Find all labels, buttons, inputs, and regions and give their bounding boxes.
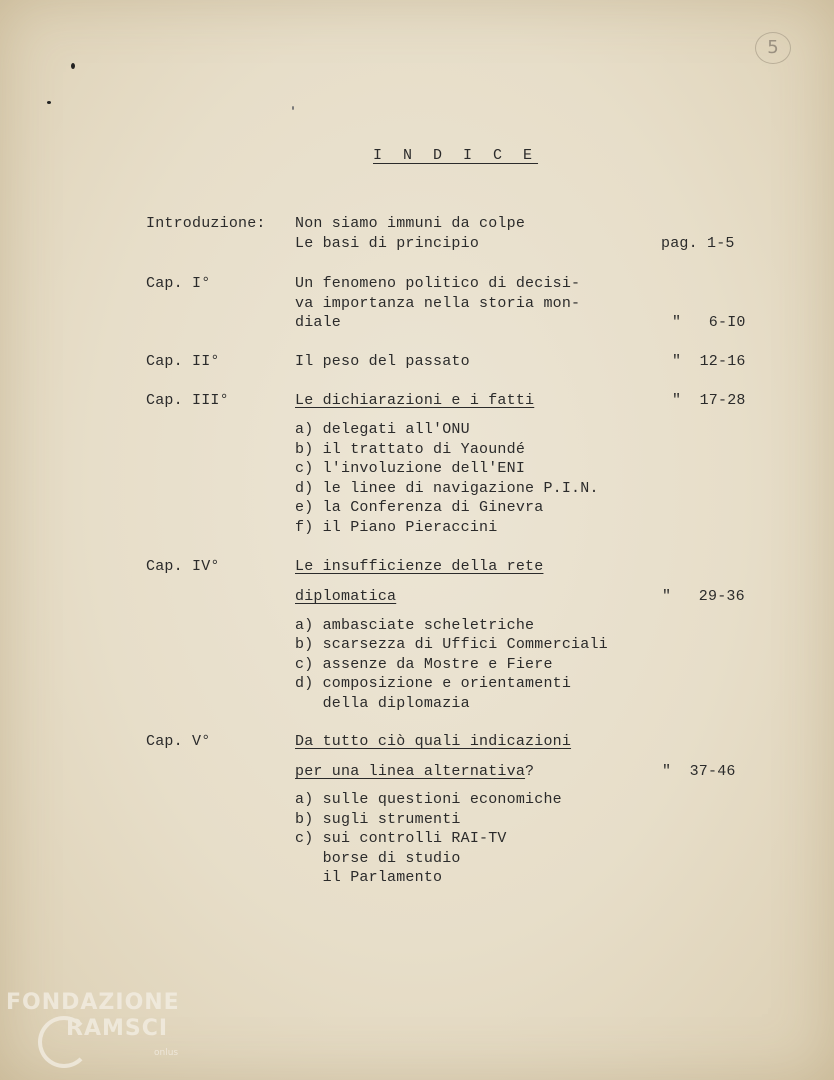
- cap3-item: d) le linee di navigazione P.I.N.: [295, 480, 599, 497]
- cap4-label: Cap. IV°: [146, 558, 220, 575]
- cap1-pages: " 6-I0: [672, 314, 746, 331]
- cap5-label: Cap. V°: [146, 733, 211, 750]
- cap5-item: c) sui controlli RAI-TV: [295, 830, 507, 847]
- cap3-item: a) delegati all'ONU: [295, 421, 470, 438]
- cap1-line-2: va importanza nella storia mon-: [295, 295, 581, 312]
- ink-speck: [292, 106, 294, 110]
- cap5-heading-2-wrap: [295, 762, 534, 782]
- cap5-heading-2: per una linea alternativa: [295, 763, 526, 780]
- cap2-label: Cap. II°: [146, 353, 220, 370]
- cap4-heading-1: Le insufficienze della rete: [295, 558, 544, 575]
- cap3-item: f) il Piano Pieraccini: [295, 519, 498, 536]
- watermark-line-3: onlus: [154, 1048, 179, 1058]
- cap4-item: c) assenze da Mostre e Fiere: [295, 656, 553, 673]
- watermark-line-2: RAMSCI: [66, 1016, 169, 1041]
- intro-line-1: Non siamo immuni da colpe: [295, 215, 526, 232]
- ink-speck: [47, 101, 51, 104]
- cap1-line-3: diale: [295, 314, 342, 331]
- intro-line-2: Le basi di principio: [295, 235, 480, 252]
- page-number-mark: 5: [755, 32, 791, 64]
- cap5-pages: " 37-46: [662, 763, 736, 780]
- cap3-label: Cap. III°: [146, 392, 229, 409]
- index-title: I N D I C E: [373, 147, 539, 164]
- cap2-pages: " 12-16: [672, 353, 746, 370]
- cap3-item: c) l'involuzione dell'ENI: [295, 460, 526, 477]
- cap4-item: b) scarsezza di Uffici Commerciali: [295, 636, 608, 653]
- cap5-item: il Parlamento: [295, 869, 443, 886]
- cap3-item: e) la Conferenza di Ginevra: [295, 499, 544, 516]
- cap5-item: b) sugli strumenti: [295, 811, 461, 828]
- ink-speck: [71, 63, 75, 69]
- cap5-heading-1: Da tutto ciò quali indicazioni: [295, 733, 572, 750]
- cap5-item: a) sulle questioni economiche: [295, 791, 562, 808]
- cap5-heading-2-suffix: ?: [525, 763, 535, 780]
- cap2-line-1: Il peso del passato: [295, 353, 470, 370]
- cap4-item: d) composizione e orientamenti: [295, 675, 572, 692]
- cap4-item: della diplomazia: [295, 695, 470, 712]
- cap5-item: borse di studio: [295, 850, 461, 867]
- cap3-heading: Le dichiarazioni e i fatti: [295, 392, 535, 409]
- cap4-item: a) ambasciate scheletriche: [295, 617, 535, 634]
- cap1-label: Cap. I°: [146, 275, 211, 292]
- intro-label: Introduzione:: [146, 215, 266, 232]
- cap3-pages: " 17-28: [672, 392, 746, 409]
- watermark-line-1: FONDAZIONE: [6, 990, 180, 1015]
- cap1-line-1: Un fenomeno politico di decisi-: [295, 275, 581, 292]
- cap3-item: b) il trattato di Yaoundé: [295, 441, 526, 458]
- intro-pages: pag. 1-5: [661, 235, 735, 252]
- cap4-pages: " 29-36: [662, 588, 745, 605]
- cap4-heading-2: diplomatica: [295, 588, 397, 605]
